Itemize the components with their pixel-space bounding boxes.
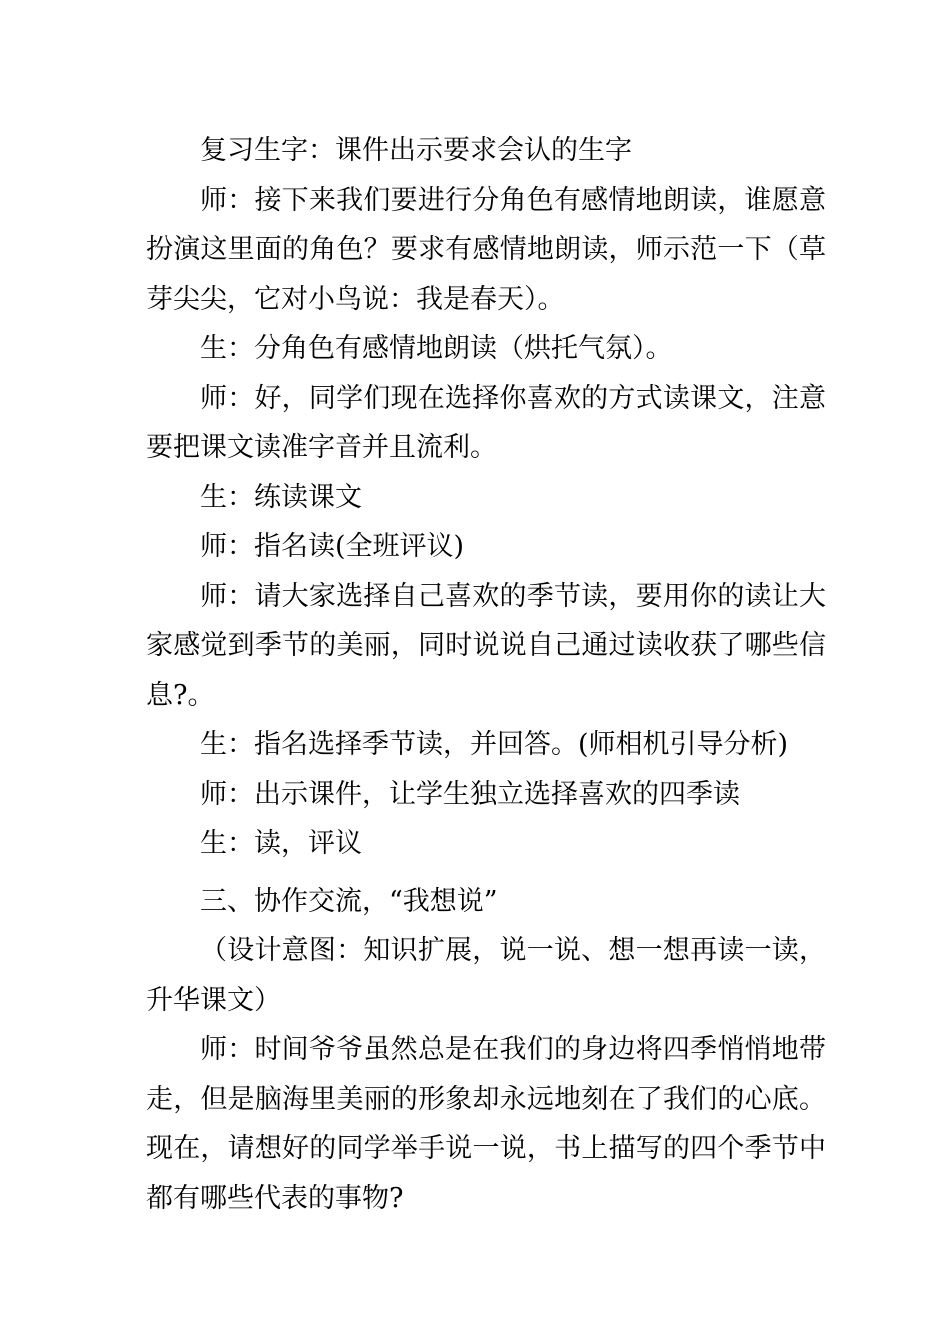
paragraph-teacher-choose-way: 师：好，同学们现在选择你喜欢的方式读课文，注意要把课文读准字音并且流利。 <box>146 382 826 463</box>
section-heading-collaboration: 三、协作交流，“我想说” <box>200 885 498 917</box>
paragraph-teacher-role-reading: 师：接下来我们要进行分角色有感情地朗读，谁愿意扮演这里面的角色？要求有感情地朗读，师示范一下（草芽尖尖，它对小鸟说：我是春天）。 <box>146 184 826 315</box>
paragraph-student-practice: 生：练读课文 <box>200 481 362 513</box>
paragraph-design-intent: （设计意图：知识扩展，说一说、想一想再读一读，升华课文） <box>146 935 826 1016</box>
paragraph-student-read-comment: 生：读，评议 <box>200 828 362 859</box>
document-body <box>146 126 826 1223</box>
paragraph-teacher-courseware: 师：出示课件，让学生独立选择喜欢的四季读 <box>200 778 740 810</box>
paragraph-student-answer: 生：指名选择季节读，并回答。(师相机引导分析) <box>200 729 789 760</box>
paragraph-student-role-reading: 生：分角色有感情地朗读（烘托气氛）。 <box>200 333 673 364</box>
paragraph-review: 复习生字：课件出示要求会认的生字 <box>200 135 632 166</box>
paragraph-teacher-season-read: 师：请大家选择自己喜欢的季节读，要用你的读让大家感觉到季节的美丽，同时说说自己通过读收获了哪些信息?。 <box>146 580 826 711</box>
paragraph-teacher-time-grandpa: 师：时间爷爷虽然总是在我们的身边将四季悄悄地带走，但是脑海里美丽的形象却永远地刻在了我们的心底。现在，请想好的同学举手说一说，书上描写的四个季节中都有哪些代表的事物? <box>146 1034 826 1214</box>
paragraph-teacher-name-read: 师：指名读(全班评议) <box>200 531 465 562</box>
